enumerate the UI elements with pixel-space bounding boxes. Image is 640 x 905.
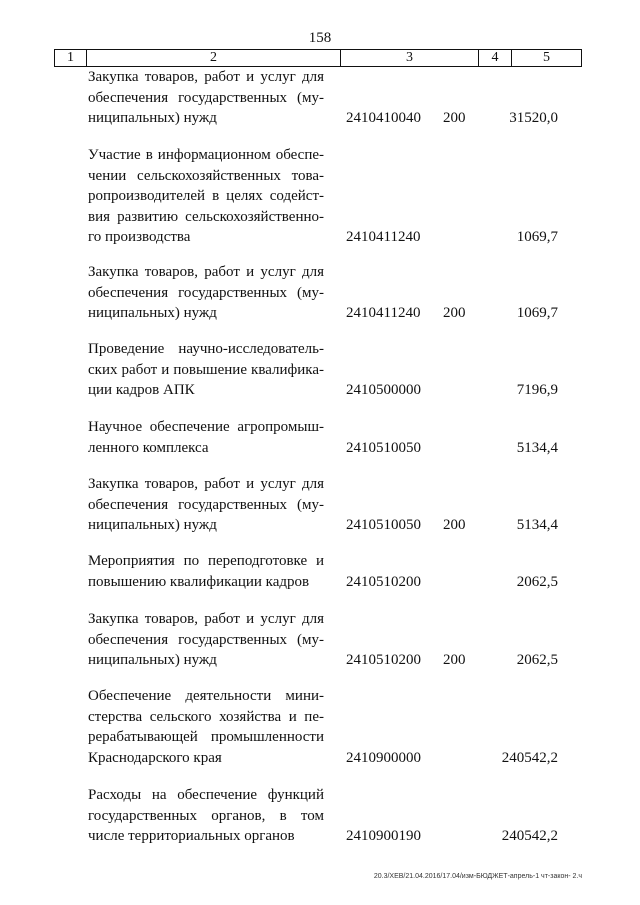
row-code: 2410900000 <box>346 749 421 766</box>
row-name-line: ропроизводителей в целях содейст- <box>88 188 324 204</box>
row-amount: 31520,0 <box>509 110 558 126</box>
row-name-line: ниципальных) нужд <box>88 517 217 533</box>
header-col-3: 3 <box>341 50 479 66</box>
row-name-line: ниципальных) нужд <box>88 110 217 126</box>
header-col-5: 5 <box>543 50 550 65</box>
row-name <box>88 551 324 592</box>
row-name-line: Мероприятия по переподготовке и <box>88 553 324 569</box>
row-name-line: повышению квалификации кадров <box>88 573 310 590</box>
row-code: 2410411240 <box>346 305 421 321</box>
row-expense-type: 200 <box>443 652 466 668</box>
row-code: 2410500000 <box>346 382 421 398</box>
row-name-line: ленного комплекса <box>88 439 209 456</box>
row-code: 2410410040 <box>346 110 421 126</box>
row-name-line: чении сельскохозяйственных това- <box>88 167 324 184</box>
row-name-line: го производства <box>88 229 191 245</box>
row-name-line: обеспечения государственных (му- <box>88 496 324 513</box>
row-expense-type: 200 <box>443 517 466 533</box>
row-name-line: Расходы на обеспечение функций <box>88 787 324 803</box>
row-name-line: обеспечения государственных (му- <box>88 89 324 106</box>
row-amount: 5134,4 <box>516 439 558 456</box>
row-name-line: рерабатывающей промышленности <box>88 729 324 745</box>
row-name-line: ции кадров АПК <box>88 382 195 398</box>
row-name-line: Краснодарского края <box>88 749 222 766</box>
row-name <box>88 474 324 536</box>
row-name-line: числе территориальных органов <box>88 828 295 844</box>
row-name-line: вия развитию сельскохозяйственно- <box>88 208 324 225</box>
row-name-line: Научное обеспечение агропромыш- <box>88 419 324 435</box>
row-name-line: Закупка товаров, работ и услуг для <box>88 476 324 492</box>
row-amount: 5134,4 <box>516 517 558 533</box>
row-name-line: ских работ и повышение квалифика- <box>88 361 324 378</box>
row-name-line: стерства сельского хозяйства и пе- <box>88 708 324 725</box>
row-name <box>88 686 324 768</box>
row-name <box>88 785 324 847</box>
row-amount: 240542,2 <box>501 749 558 766</box>
row-name <box>88 145 324 248</box>
row-name-line: обеспечения государственных (му- <box>88 631 324 648</box>
row-amount: 7196,9 <box>516 382 558 398</box>
row-name-line: ниципальных) нужд <box>88 652 217 668</box>
row-name-line: Закупка товаров, работ и услуг для <box>88 69 324 85</box>
row-code: 2410900190 <box>346 828 421 844</box>
row-code: 2410411240 <box>346 229 421 245</box>
row-code: 2410510200 <box>346 573 421 590</box>
row-name <box>88 262 324 324</box>
row-code: 2410510050 <box>346 439 421 456</box>
row-amount: 1069,7 <box>516 229 558 245</box>
row-name-line: Закупка товаров, работ и услуг для <box>88 264 324 280</box>
page-number: 158 <box>308 30 332 46</box>
row-name-line: Участие в информационном обеспе- <box>88 147 324 163</box>
header-col-2: 2 <box>87 50 341 66</box>
row-code: 2410510200 <box>346 652 421 668</box>
row-name-line: Проведение научно-исследователь- <box>88 341 324 357</box>
table-header <box>54 49 582 67</box>
row-name-line: Закупка товаров, работ и услуг для <box>88 611 324 627</box>
header-col-4: 4 <box>479 50 512 66</box>
row-name <box>88 339 324 401</box>
footer-file-path: 20.3/ХЕВ/21.04.2016/17.04/изм-БЮДЖЕТ-апрель-1 чт-закон- 2.ч <box>373 873 582 880</box>
row-name-line: ниципальных) нужд <box>88 305 217 321</box>
row-code: 2410510050 <box>346 517 421 533</box>
row-name <box>88 67 324 129</box>
row-name-line: Обеспечение деятельности мини- <box>88 688 324 704</box>
header-col-1: 1 <box>55 50 87 66</box>
row-expense-type: 200 <box>443 110 466 126</box>
row-name-line: государственных органов, в том <box>88 807 324 824</box>
row-name <box>88 609 324 671</box>
row-amount: 1069,7 <box>516 305 558 321</box>
row-expense-type: 200 <box>443 305 466 321</box>
row-name <box>88 417 324 458</box>
row-amount: 2062,5 <box>516 573 558 590</box>
row-amount: 240542,2 <box>501 828 558 844</box>
row-name-line: обеспечения государственных (му- <box>88 284 324 301</box>
row-amount: 2062,5 <box>516 652 558 668</box>
